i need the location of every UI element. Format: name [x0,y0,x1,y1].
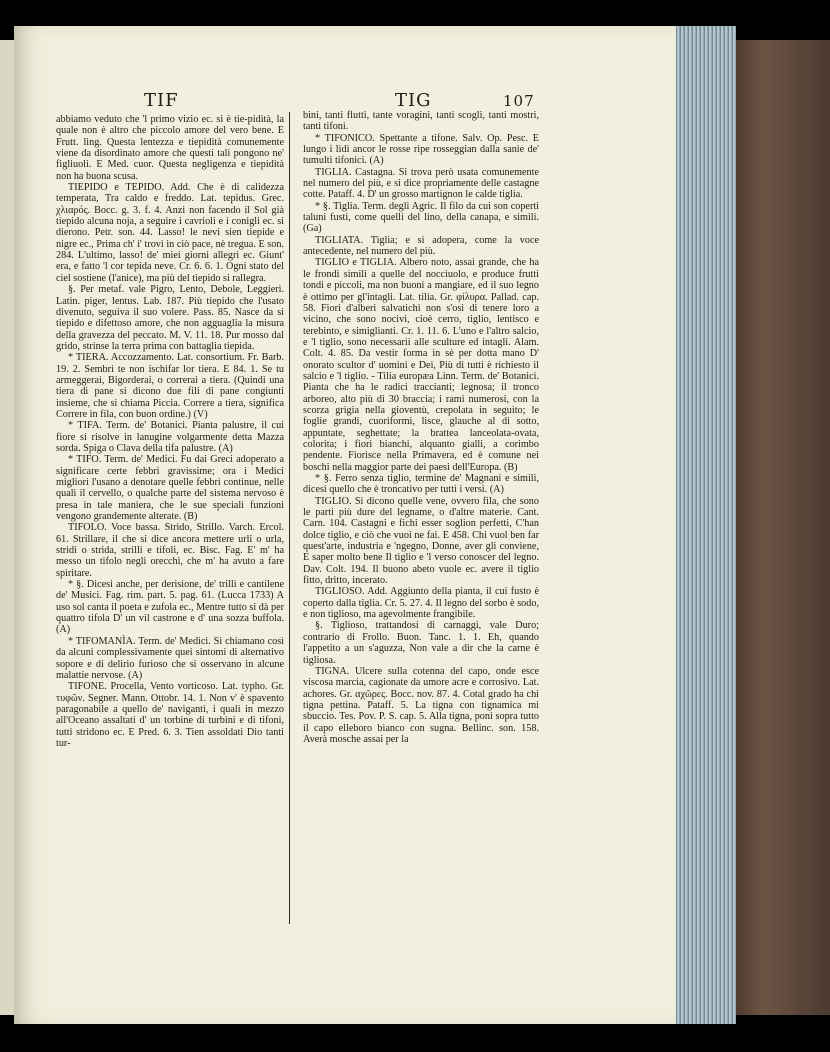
entry: * TIFONICO. Spettante a tifone. Salv. Op. Pesc. E lungo i lidi ancor le rosse ripe rosseggian dalla sanie de' tumulti tifonici. (A) [303,132,539,167]
entry: TIGLIO. Si dicono quelle vene, ovvero fila, che sono le parti più dure del legname, o d'altre materie. Cant. Carn. 104. Castagni e fichi esser soglion perfetti, C'han dolce tiglio, e ciò che vuoi ne fai. E 458. Chi vuol ben far quest'arte, industria e 'ngegno, Donne, aver gli conviene, E saper molto bene Il tiglio e 'l verso conoscer del legno. Dav. Colt. 194. Il buono abeto vuole ec. avere il tiglio fitto, dritto, incerato. [303,495,539,587]
right-column [303,110,539,745]
entry: * §. Ferro senza tiglio, termine de' Magnani e simili, dicesi quello che è troncativo per tutti i versi. (A) [303,473,539,496]
entry: TIFOLO. Voce bassa. Strido, Strillo. Varch. Ercol. 61. Strillare, il che si dice ancora mettere urli o urla, stridi o strida, strilli e tifoli, ec. Bisc. Fag. E' m' ha messo un tifolo negli orecchi, che m' ha avuto a fare spiritare. [56,522,284,579]
column-rule [289,112,290,924]
entry: TIEPIDO e TEPIDO. Add. Che è di calidezza temperata, Tra caldo e freddo. Lat. tepidus. Grec. χλιαρός. Bocc. g. 3. f. 4. Anzi non facendo il Sol già tiepido alcuna noja, a seguire i cavrioli e i conigli ec. si dierono. Petr. son. 44. Lasso! le nevi sien tiepide e nigre ec., Prima ch' i' trovi in ciò pace, nè tregua. E son. 284. L'ultimo, lasso! de' miei giorni allegri ec. Giunt' era, e fatto 'l cor tepida neve. Cr. 6. 6. 1. Ogni stato del ciel sostiene (l'anice), ma più del tiepido si rallegra. [56,182,284,284]
entry: §. Per metaf. vale Pigro, Lento, Debole, Leggieri. Latin. piger, lentus. Lab. 187. Più tiepido che l'usato divenuto, seguiva il suo volere. Pass. 85. Nasce da si tiepido e difettoso amore, che non agguaglia la misura della gravezza del peccato. M. V. 11. 18. Pur mosso dal grido, strinse la terra prima con battaglia tiepida. [56,284,284,352]
entry: TIGLIATA. Tiglia; e si adopera, come la voce antecedente, nel numero del più. [303,234,539,258]
entry: TIGNA. Ulcere sulla cotenna del capo, onde esce viscosa marcia, cagionate da umore acre e corrosivo. Lat. achores. Gr. αχῶρες. Bocc. nov. 87. 4. Cotal grado ha chi tigna pettina. Pataff. 5. La tigna con tignamica mi sbuccio. Tes. Pov. P. S. cap. 5. Alla tigna, poni sopra tutto il capo elleboro bianco con sugna. Bellinc. son. 158. Averà mosche assai per la [303,665,539,745]
entry: * §. Dicesi anche, per derisione, de' trilli e cantilene de' Musici. Fag. rim. part. 5. pag. 61. (Lucca 1733) A uso sol canta il poeta e zufola ec., Mentre tutto si dà per quattro tifola D' un vil castrone e d' una sozza buffola. (A) [56,579,284,636]
page-number: 107 [503,92,535,110]
entry: * TIFOMANÌA. Term. de' Medici. Si chiamano così da alcuni complessivamente quei sintomi di alternativo sopore e di delirio furioso che si osservano in alcune malattie nervose. (A) [56,635,284,681]
entry: TIFONE. Procella, Vento vorticoso. Lat. typho. Gr. τυφῶν. Segner. Mann. Ottobr. 14. 1. Non v' è spavento paragonabile a quello de' naviganti, i quali in mezzo all'Oceano assaltati d' un torbine di turbini e di tifoni, tutti stridono ec. E Pred. 6. 3. Tien assoldati Dio tanti tur- [56,681,284,749]
page-fore-edge [676,26,736,1024]
entry: * TIFO. Term. de' Medici. Fu dai Greci adoperato a significare certe febbri gravissime; ora i Medici migliori l'usano a denotare quelle febbri continue, nelle quali il cervello, o qualche parte del sistema nervoso è presa in tale maniera, che le sue speciali funzioni vengono grandemente alterate. (B) [56,454,284,523]
entry: * TIFA. Term. de' Botanici. Pianta palustre, il cui fiore si risolve in lanugine volgarmente detta Mazza sorda. Spiga o Clava della tifa palustre. (A) [56,420,284,454]
entry: TIGLIOSO. Add. Aggiunto della pianta, il cui fusto è coperto dalla tiglia. Cr. 5. 27. 4. Il legno del sorbo è sodo, e non tiglioso, ma agevolmente frangibile. [303,586,539,621]
left-running-head: TIF [144,90,179,111]
left-column [56,114,284,749]
entry: TIGLIA. Castagna. Si trova però usata comunemente nel numero del più, e si dice propriamente delle castagne cotte. Pataff. 4. D' un grosso martignon le calde tiglia. [303,166,539,201]
right-running-head: TIG [395,90,432,111]
entry: * TIERA. Accozzamento. Lat. consortium. Fr. Barb. 19. 2. Sembri te non ischifar lor tiera. E 84. 1. Se tu armeggerai, Bigorderai, o correrai a tiera. (Quindi una tiera di pane si dicono due fili di pane congiunti insieme, che si chiama Piccia. Correre a tiera, significa Correre in fila, con buon ordine.) (V) [56,352,284,420]
facing-page-edge [0,40,14,1015]
entry: abbiamo veduto che 'l primo vizio ec. si è tie-pidità, la quale non è altro che piccolo amore del vero bene. E Frutt. ling. Questa lentezza e tiepidità comunemente viene da disordinato amore che questi tali pongono ne' figliuoli. E Med. cuor. Questa negligenza e tiepidità non ha buona scusa. [56,114,284,182]
entry: * §. Tiglia. Term. degli Agric. Il filo da cui son coperti taluni fusti, come quelli del lino, della canapa, e simili. (Ga) [303,200,539,235]
entry: §. Tiglioso, trattandosi di carnaggi, vale Duro; contrario di Frollo. Buon. Tanc. 1. 1. Eh, quando l'appetito a un s'aguzza, Non vale a dir che la carne è tigliosa. [303,620,539,666]
entry: bini, tanti flutti, tante voragini, tanti scogli, tanti mostri, tanti tifoni. [303,110,539,133]
entry: TIGLIO e TIGLIA. Albero noto, assai grande, che ha le frondi simili a quelle del nocciuolo, e produce frutti tondi e piccoli, ma non buoni a mangiare, ed il suo legno è ottimo per gl'intagli. Lat. tilia. Gr. φίλυρα. Pallad. cap. 58. Fiori d'alberi salvatichi non s'osi di tenere loro a vicino, che sono nocivi, cioè cerro, tiglio, lentisco e terebinto, e simiglianti. Cr. 1. 11. 6. L'uno e l'altro salcio, e 'l tiglio, sono necessarii alle sculture ed intagli. Alam. Colt. 4. 85. Da vestir forma in sè per dotta mano D' onorato scultor d' uomini e Dei, Più di tutti è richiesto il salcio e 'l tiglio. - Tilia europæa Linn. Term. de' Botanici. Pianta che ha le radici traccianti; legnosa; il tronco arboreo, alto più di 30 braccia; i rami numerosi, con la scorza grigia nella gioventù, crepolata in seguito; le foglie grandi, cuoriformi, lisce, glauche al di sotto, appuntate, seghettate; la brattea lanceolata-ovata, colorita; i fiori bianchi, alquanto gialli, a corimbo pendente. Fiorisce nella Primavera, ed è comune nei boschi nella maggior parte dei paesi dell'Europa. (B) [303,257,539,473]
